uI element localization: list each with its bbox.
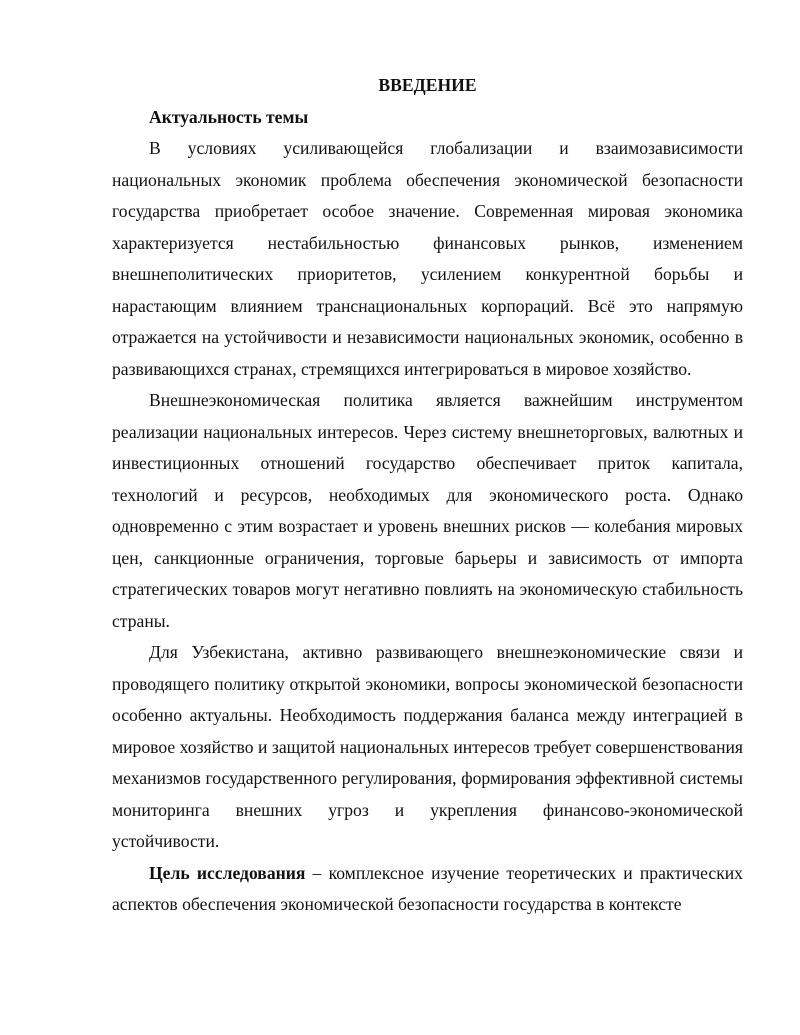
paragraph-2: Внешнеэкономическая политика является важнейшим инструментом реализации национальных интересов. Через систему внешнеторговых, валютных и инвестиционных отношений государство обеспечивает приток капитала, технологий и ресурсов, необходимых для экономического роста. Однако одновременно с этим возрастает и уровень внешних рисков — колебания мировых цен, санкционные ограничения, торговые барьеры и зависимость от импорта стратегических товаров могут негативно повлиять на экономическую стабильность страны. [112, 390, 743, 631]
paragraph-3: Для Узбекистана, активно развивающего внешнеэкономические связи и проводящего политику открытой экономики, вопросы экономической безопасности особенно актуальны. Необходимость поддержания баланса между интеграцией в мировое хозяйство и защитой национальных интересов требует совершенствования механизмов государственного регулирования, формирования эффективной системы мониторинга внешних угроз и укрепления финансово-экономической устойчивости. [112, 642, 743, 851]
goal-paragraph [112, 858, 743, 921]
document-body [112, 70, 743, 921]
document-title: ВВЕДЕНИЕ [378, 75, 477, 95]
goal-label: Цель исследования [149, 862, 306, 883]
paragraph-1: В условиях усиливающейся глобализации и взаимозависимости национальных экономик проблема обеспечения экономической безопасности государства приобретает особое значение. Современная мировая экономика характеризуется нестабильностью финансовых рынков, изменением внешнеполитических приоритетов, усилением конкурентной борьбы и нарастающим влиянием транснациональных корпораций. Всё это напрямую отражается на устойчивости и независимости национальных экономик, особенно в развивающихся странах, стремящихся интегрироваться в мировое хозяйство. [112, 138, 743, 379]
goal-text: – комплексное изучение теоретических и практических аспектов обеспечения экономической безопасности государства в контексте [112, 862, 743, 914]
section-heading: Актуальность темы [149, 106, 309, 127]
